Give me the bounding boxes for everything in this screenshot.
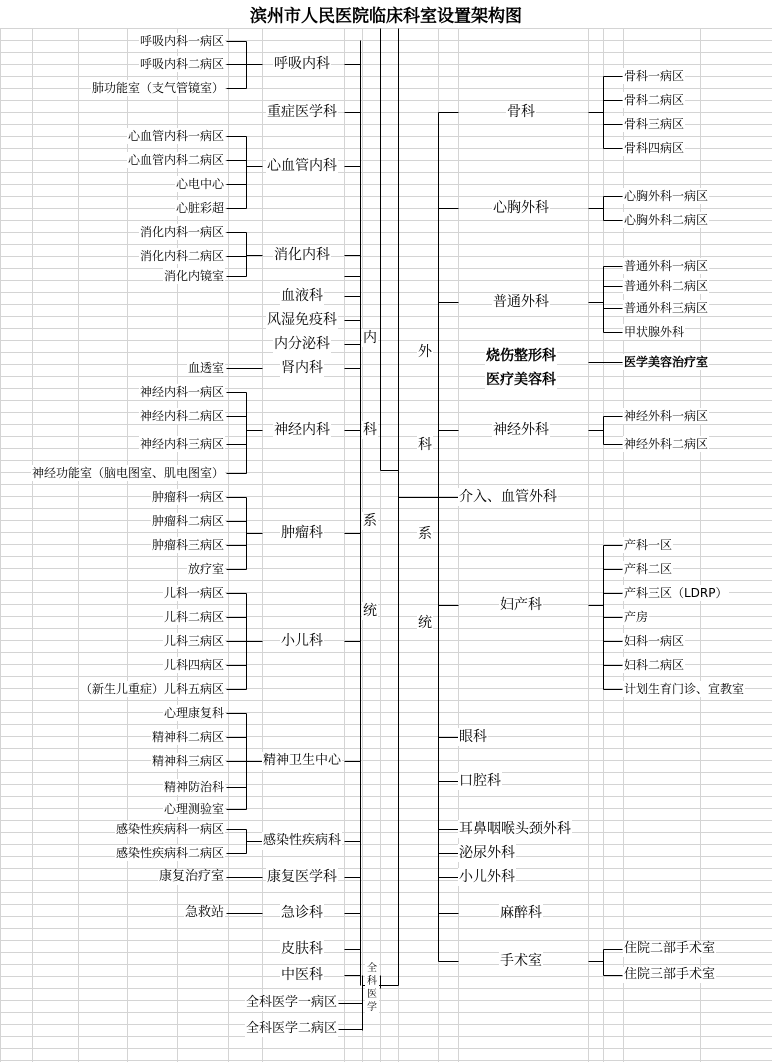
- ward-label: 产科三区（LDRP）: [624, 586, 728, 600]
- ward-label: 住院二部手术室: [624, 941, 716, 956]
- department-label: 手术室: [500, 953, 542, 969]
- ward-label: 全科医学二病区: [245, 1021, 337, 1036]
- internal-system-char: 统: [363, 603, 377, 619]
- ward-label: 甲状腺外科: [624, 325, 685, 339]
- ward-label: 神经内科二病区: [139, 409, 224, 423]
- surgical-system-char: 外: [418, 344, 432, 360]
- department-label: 眼科: [459, 729, 487, 745]
- ward-label: 儿科二病区: [163, 610, 224, 624]
- chart-title: 滨州市人民医院临床科室设置架构图: [250, 6, 522, 27]
- ward-label: 康复治疗室: [158, 869, 224, 884]
- department-label: 麻醉科: [500, 905, 542, 921]
- ward-label: 消化内科一病区: [139, 225, 224, 239]
- department-label: 骨科: [507, 104, 535, 120]
- ward-label: 普通外科二病区: [624, 279, 709, 293]
- ward-label: 心理康复科: [163, 706, 224, 720]
- ward-label: 心胸外科一病区: [624, 189, 709, 203]
- ward-label: 住院三部手术室: [624, 967, 716, 982]
- ward-label: 骨科四病区: [624, 141, 685, 155]
- surgical-system-char: 系: [418, 526, 432, 542]
- ward-label: 神经外科二病区: [624, 437, 709, 451]
- ward-label: 儿科三病区: [163, 634, 224, 648]
- department-label: 中医科: [281, 967, 323, 983]
- department-label: 神经外科: [493, 422, 549, 438]
- ward-label: 医学美容治疗室: [624, 355, 709, 369]
- ward-label: 肿瘤科二病区: [151, 514, 224, 528]
- ward-label: 呼吸内科一病区: [139, 34, 224, 48]
- ward-label: 产科二区: [624, 562, 673, 576]
- general-medicine-label: 全科医学: [367, 963, 377, 1013]
- department-label: 血液科: [281, 288, 323, 304]
- department-label: 内分泌科: [274, 336, 330, 352]
- ward-label: 放疗室: [187, 562, 224, 576]
- ward-label: 儿科四病区: [163, 658, 224, 672]
- ward-label: 骨科一病区: [624, 69, 685, 83]
- ward-label: 心血管内科二病区: [127, 153, 224, 167]
- department-label: 重症医学科: [267, 104, 337, 120]
- ward-label: 计划生育门诊、宣教室: [624, 682, 745, 696]
- surgical-system-char: 科: [418, 437, 432, 453]
- department-label: 小儿外科: [459, 869, 515, 885]
- ward-label: 神经内科一病区: [139, 385, 224, 399]
- ward-label: 心理测验室: [163, 802, 224, 816]
- ward-label: 骨科二病区: [624, 93, 685, 107]
- ward-label: 心电中心: [175, 177, 224, 191]
- ward-label: 神经内科三病区: [139, 437, 224, 451]
- department-label: 耳鼻咽喉头颈外科: [459, 821, 571, 837]
- ward-label: 感染性疾病科一病区: [115, 822, 224, 836]
- department-label: 皮肤科: [281, 941, 323, 957]
- department-label: 口腔科: [459, 773, 501, 789]
- ward-label: 神经外科一病区: [624, 409, 709, 423]
- ward-label: 精神科三病区: [151, 754, 224, 768]
- department-label: 感染性疾病科: [262, 833, 342, 848]
- ward-label: 妇科一病区: [624, 634, 685, 648]
- ward-label: 产房: [624, 610, 649, 624]
- department-label: 消化内科: [274, 247, 330, 263]
- department-label: 心血管内科: [267, 158, 337, 174]
- department-label: 肿瘤科: [281, 525, 323, 541]
- ward-label: 产科一区: [624, 538, 673, 552]
- department-label: 风湿免疫科: [267, 312, 337, 328]
- department-label: 妇产科: [500, 597, 542, 613]
- ward-label: 心胸外科二病区: [624, 213, 709, 227]
- ward-label: 心脏彩超: [175, 201, 224, 215]
- ward-label: 肿瘤科一病区: [151, 490, 224, 504]
- department-label: 精神卫生中心: [262, 753, 342, 768]
- ward-label: 肿瘤科三病区: [151, 538, 224, 552]
- ward-label: （新生儿重症）儿科五病区: [79, 682, 224, 696]
- ward-label: 消化内镜室: [163, 269, 224, 283]
- ward-label: 精神防治科: [163, 780, 224, 794]
- ward-label: 儿科一病区: [163, 586, 224, 600]
- department-label: 医疗美容科: [486, 372, 556, 388]
- department-label: 普通外科: [493, 294, 549, 310]
- ward-label: 急救站: [184, 905, 224, 920]
- ward-label: 消化内科二病区: [139, 249, 224, 263]
- department-label: 急诊科: [281, 905, 323, 921]
- ward-label: 感染性疾病科二病区: [115, 846, 224, 860]
- ward-label: 精神科二病区: [151, 730, 224, 744]
- department-label: 烧伤整形科: [486, 348, 556, 364]
- ward-label: 呼吸内科二病区: [139, 57, 224, 71]
- ward-label: 神经功能室（脑电图室、肌电图室）: [31, 466, 224, 480]
- department-label: 小儿科: [281, 633, 323, 649]
- internal-system-char: 科: [363, 422, 377, 438]
- department-label: 介入、血管外科: [459, 489, 557, 505]
- department-label: 呼吸内科: [274, 56, 330, 72]
- ward-label: 骨科三病区: [624, 117, 685, 131]
- ward-label: 血透室: [187, 361, 224, 375]
- surgical-system-char: 统: [418, 615, 432, 631]
- department-label: 肾内科: [281, 360, 323, 376]
- department-label: 康复医学科: [267, 869, 337, 885]
- internal-system-char: 系: [363, 513, 377, 529]
- department-label: 泌尿外科: [459, 845, 515, 861]
- department-label: 心胸外科: [493, 200, 549, 216]
- ward-label: 普通外科三病区: [624, 301, 709, 315]
- ward-label: 妇科二病区: [624, 658, 685, 672]
- ward-label: 心血管内科一病区: [127, 129, 224, 143]
- ward-label: 全科医学一病区: [245, 995, 337, 1010]
- ward-label: 肺功能室（支气管镜室）: [91, 81, 224, 95]
- department-label: 神经内科: [274, 422, 330, 438]
- ward-label: 普通外科一病区: [624, 259, 709, 273]
- internal-system-char: 内: [363, 330, 377, 346]
